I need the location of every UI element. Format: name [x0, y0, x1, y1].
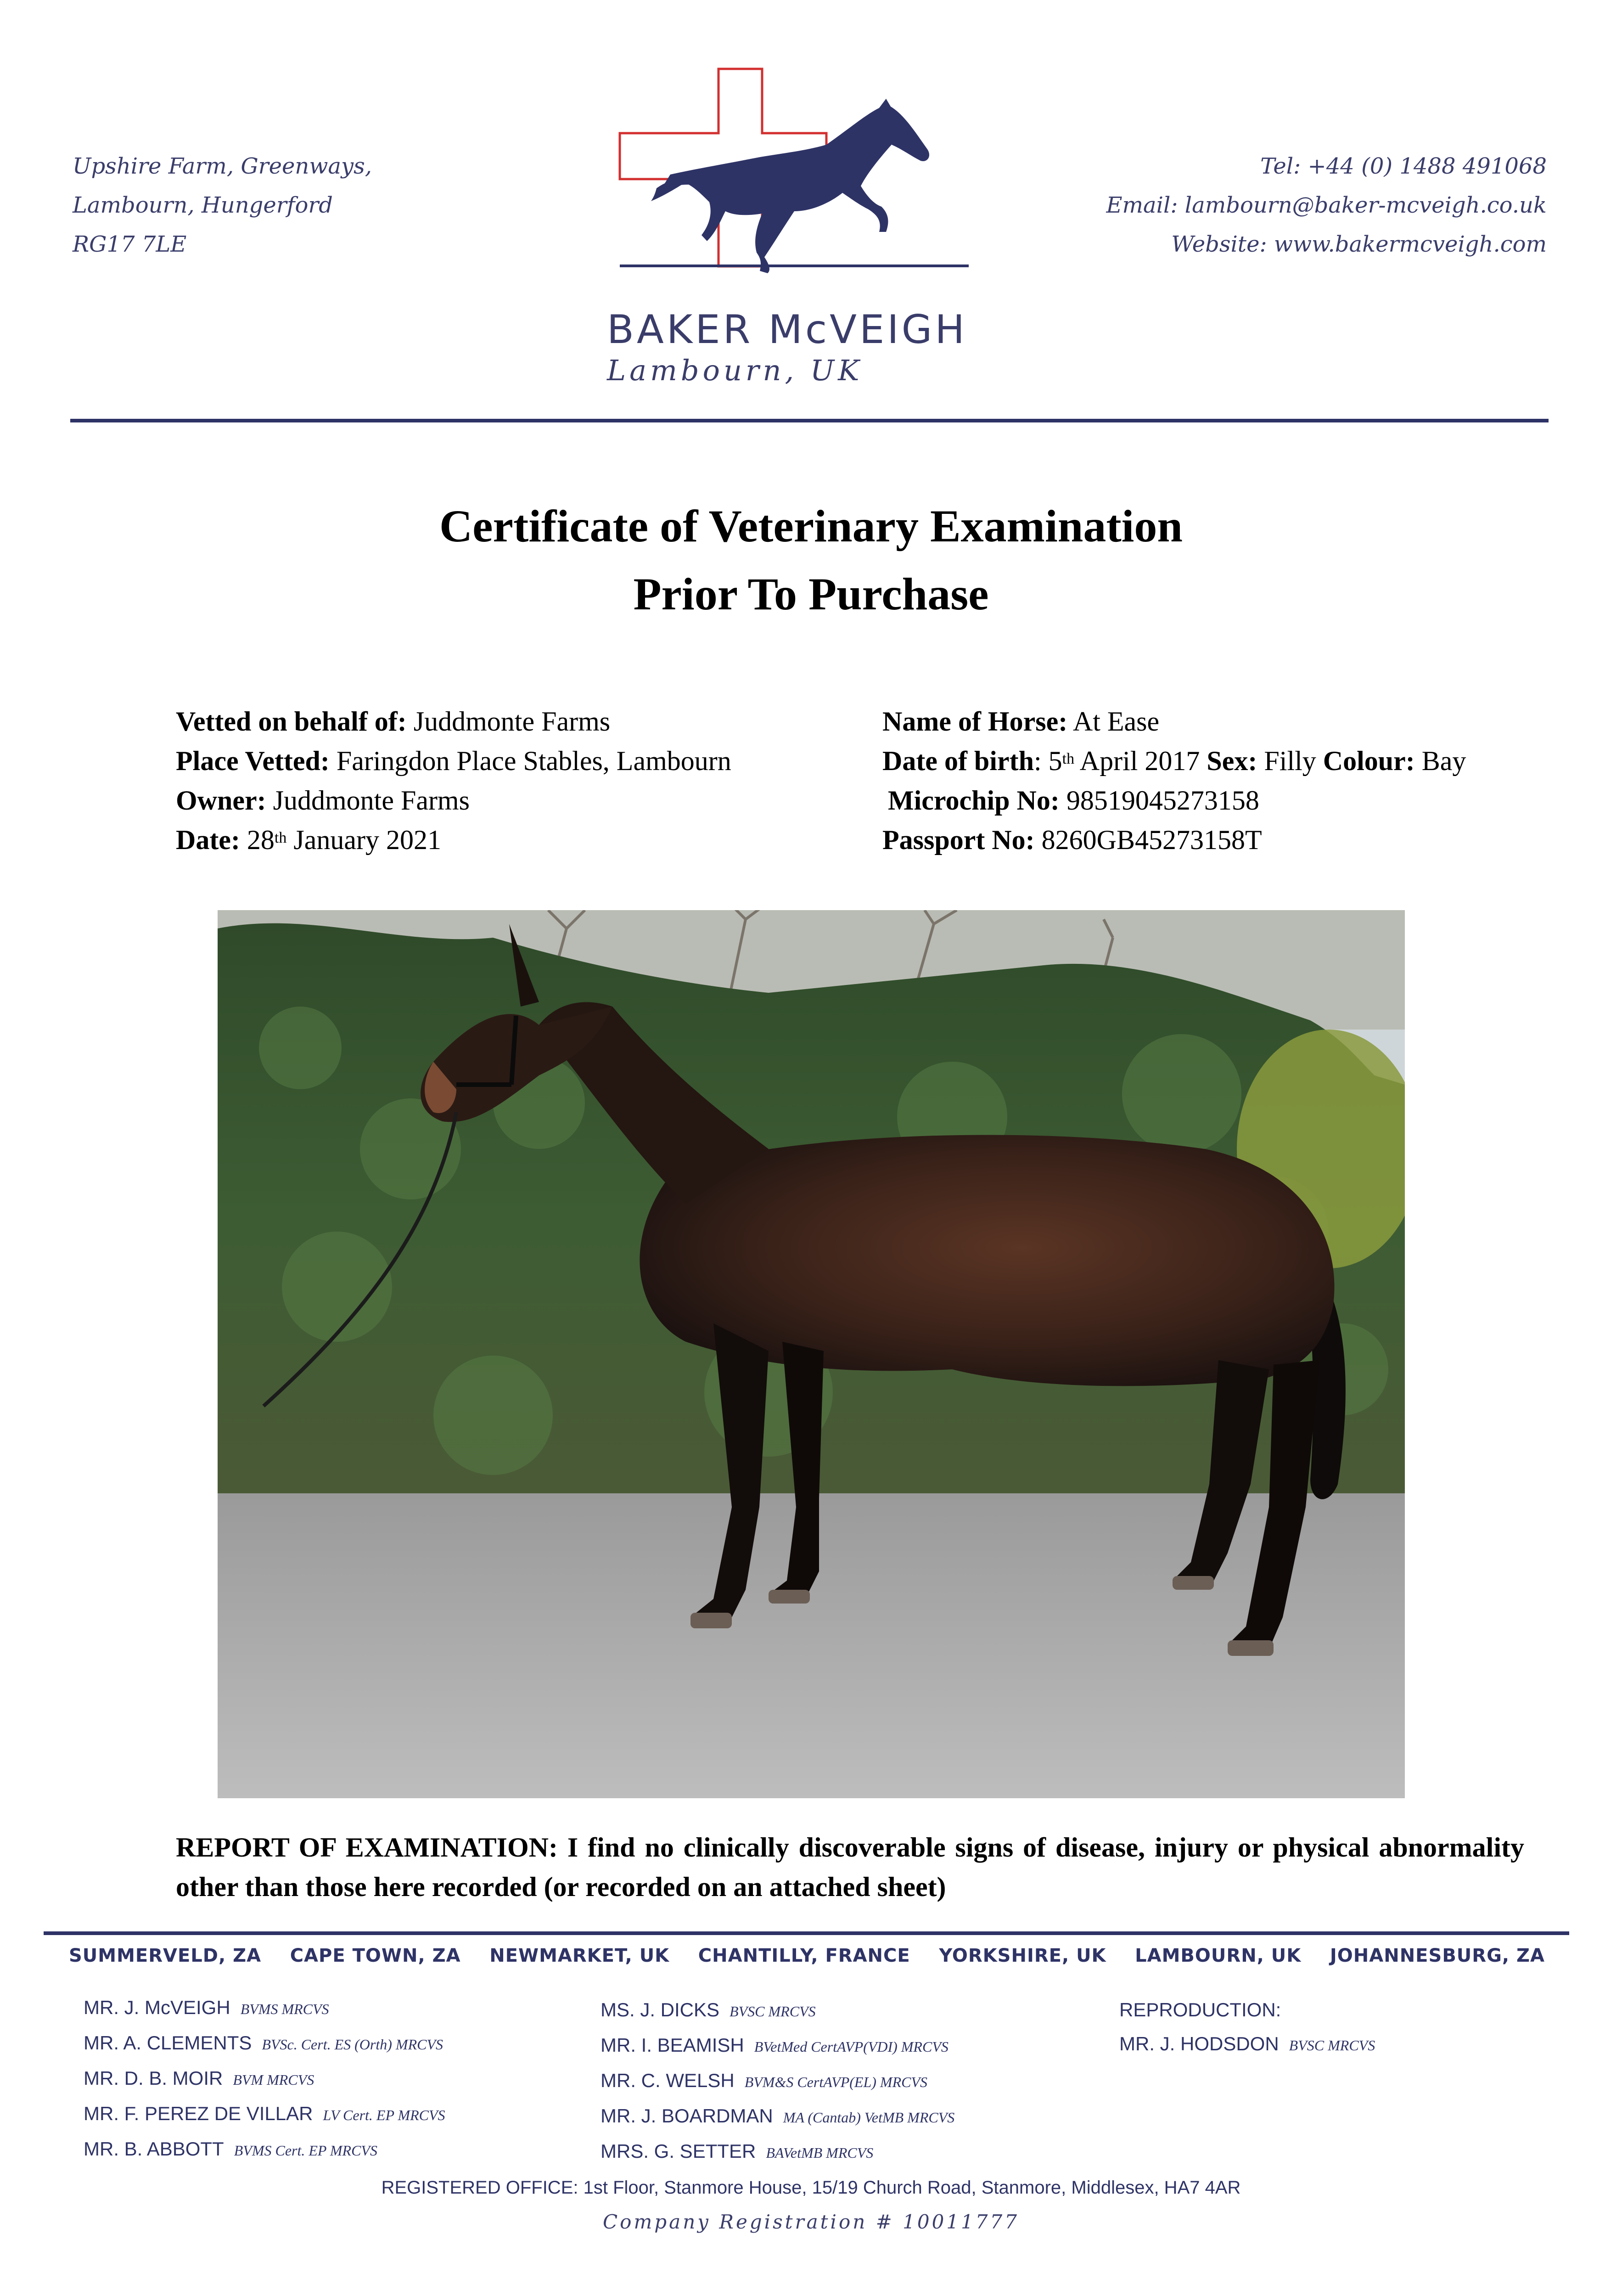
dob-day: : 5 [1033, 746, 1062, 776]
staff-qualifications: BVMS Cert. EP MRCVS [234, 2142, 377, 2159]
contact-block [1106, 147, 1547, 264]
staff-qualifications: BVM&S CertAVP(EL) MRCVS [744, 2074, 928, 2090]
passport-row [882, 820, 1466, 860]
details-right [882, 702, 1466, 860]
address-block [73, 147, 372, 264]
location-item: YORKSHIRE, UK [939, 1945, 1106, 1966]
staff-name: MR. D. B. MOIR [84, 2067, 223, 2089]
location-item: CAPE TOWN, ZA [290, 1945, 461, 1966]
horse-and-cross-logo [611, 64, 978, 308]
staff-entry [84, 1991, 445, 2026]
location-item: JOHANNESBURG, ZA [1330, 1945, 1545, 1966]
location-item: LAMBOURN, UK [1135, 1945, 1302, 1966]
location-item: SUMMERVELD, ZA [69, 1945, 262, 1966]
staff-entry [601, 2028, 954, 2064]
dob-rest: April 2017 [1074, 746, 1207, 776]
location-item: NEWMARKET, UK [489, 1945, 670, 1966]
staff-entry [84, 2097, 445, 2132]
staff-qualifications: BVSC MRCVS [730, 2003, 816, 2020]
dob-suffix: th [1062, 750, 1075, 767]
staff-name: MR. C. WELSH [601, 2070, 735, 2091]
address-line: Upshire Farm, Greenways, [73, 153, 372, 179]
place-value: Faringdon Place Stables, Lambourn [329, 746, 731, 776]
location-item: CHANTILLY, FRANCE [698, 1945, 910, 1966]
vetted-row [176, 702, 731, 741]
staff-name: MR. A. CLEMENTS [84, 2032, 252, 2054]
staff-name: MR. F. PEREZ DE VILLAR [84, 2103, 313, 2124]
staff-entry [1119, 2027, 1375, 2062]
staff-name: MR. J. McVEIGH [84, 1997, 230, 2018]
header-divider [70, 419, 1549, 422]
certificate-subtitle: Prior To Purchase [633, 568, 989, 619]
owner-value: Juddmonte Farms [266, 785, 470, 816]
staff-name: MR. J. HODSDON [1119, 2033, 1279, 2054]
date-label: Date: [176, 825, 240, 855]
phone-line: Tel: +44 (0) 1488 491068 [1260, 153, 1547, 179]
details-left [176, 702, 731, 860]
horse-name-value: At Ease [1067, 706, 1160, 737]
passport-value: 8260GB45273158T [1034, 825, 1262, 855]
staff-entry [601, 2134, 954, 2170]
place-label: Place Vetted: [176, 746, 330, 776]
place-row [176, 741, 731, 781]
owner-label: Owner: [176, 785, 266, 816]
staff-qualifications: BAVetMB MRCVS [766, 2144, 874, 2161]
staff-qualifications: BVetMed CertAVP(VDI) MRCVS [754, 2038, 949, 2055]
staff-entry [84, 2061, 445, 2097]
vetted-label: Vetted on behalf of: [176, 706, 407, 737]
staff-column-2 [601, 1993, 954, 2170]
staff-qualifications: MA (Cantab) VetMB MRCVS [783, 2109, 955, 2126]
date-row [176, 820, 731, 860]
staff-name: MR. B. ABBOTT [84, 2138, 224, 2160]
staff-name: MRS. G. SETTER [601, 2140, 756, 2162]
microchip-value: 98519045273158 [1059, 785, 1259, 816]
address-line: RG17 7LE [73, 231, 187, 257]
company-registration: Company Registration # 10011777 [603, 2211, 1019, 2233]
vetted-value: Juddmonte Farms [406, 706, 611, 737]
registered-office: REGISTERED OFFICE: 1st Floor, Stanmore House, 15/19 Church Road, Stanmore, Middlesex, HA7 4AR [381, 2178, 1241, 2198]
horse-name-row [882, 702, 1466, 741]
staff-entry [601, 1993, 954, 2028]
staff-entry [601, 2064, 954, 2099]
brand-name: BAKER McVEIGH [607, 307, 967, 353]
staff-entry [84, 2132, 445, 2167]
dob-label: Date of birth [882, 746, 1034, 776]
locations-bar [69, 1945, 1545, 1966]
footer-divider [44, 1931, 1569, 1935]
sex-value: Filly [1257, 746, 1323, 776]
date-suffix: th [274, 829, 287, 846]
horse-name-label: Name of Horse: [882, 706, 1068, 737]
address-line: Lambourn, Hungerford [73, 192, 333, 218]
owner-row [176, 781, 731, 820]
microchip-label: Microchip No: [888, 785, 1060, 816]
staff-entry [84, 2026, 445, 2061]
brand-location: Lambourn, UK [607, 354, 863, 387]
email-line: Email: lambourn@baker-mcveigh.co.uk [1106, 192, 1547, 218]
staff-column-3 [1119, 1993, 1375, 2062]
date-day: 28 [240, 825, 275, 855]
reproduction-heading: REPRODUCTION: [1119, 1999, 1281, 2020]
staff-qualifications: BVSC MRCVS [1289, 2037, 1375, 2054]
staff-column-1 [84, 1991, 445, 2167]
passport-label: Passport No: [882, 825, 1035, 855]
staff-name: MR. I. BEAMISH [601, 2034, 744, 2056]
colour-value: Bay [1414, 746, 1466, 776]
certificate-title: Certificate of Veterinary Examination [439, 501, 1183, 551]
staff-entry [601, 2099, 954, 2134]
staff-name: MR. J. BOARDMAN [601, 2105, 773, 2127]
staff-qualifications: BVSc. Cert. ES (Orth) MRCVS [262, 2036, 443, 2053]
examination-report: REPORT OF EXAMINATION: I find no clinically discoverable signs of disease, injury or physical abnormality other than those here recorded (or recorded on an attached sheet) [176, 1832, 1524, 1902]
sex-label: Sex: [1207, 746, 1257, 776]
staff-qualifications: LV Cert. EP MRCVS [323, 2107, 445, 2123]
date-rest: January 2021 [286, 825, 441, 855]
horse-photo [218, 910, 1405, 1798]
microchip-row [882, 781, 1466, 820]
website-line: Website: www.bakermcveigh.com [1171, 231, 1547, 257]
staff-name: MS. J. DICKS [601, 1999, 720, 2020]
staff-qualifications: BVMS MRCVS [240, 2001, 329, 2017]
colour-label: Colour: [1323, 746, 1415, 776]
staff-qualifications: BVM MRCVS [233, 2071, 314, 2088]
dob-row [882, 741, 1466, 781]
